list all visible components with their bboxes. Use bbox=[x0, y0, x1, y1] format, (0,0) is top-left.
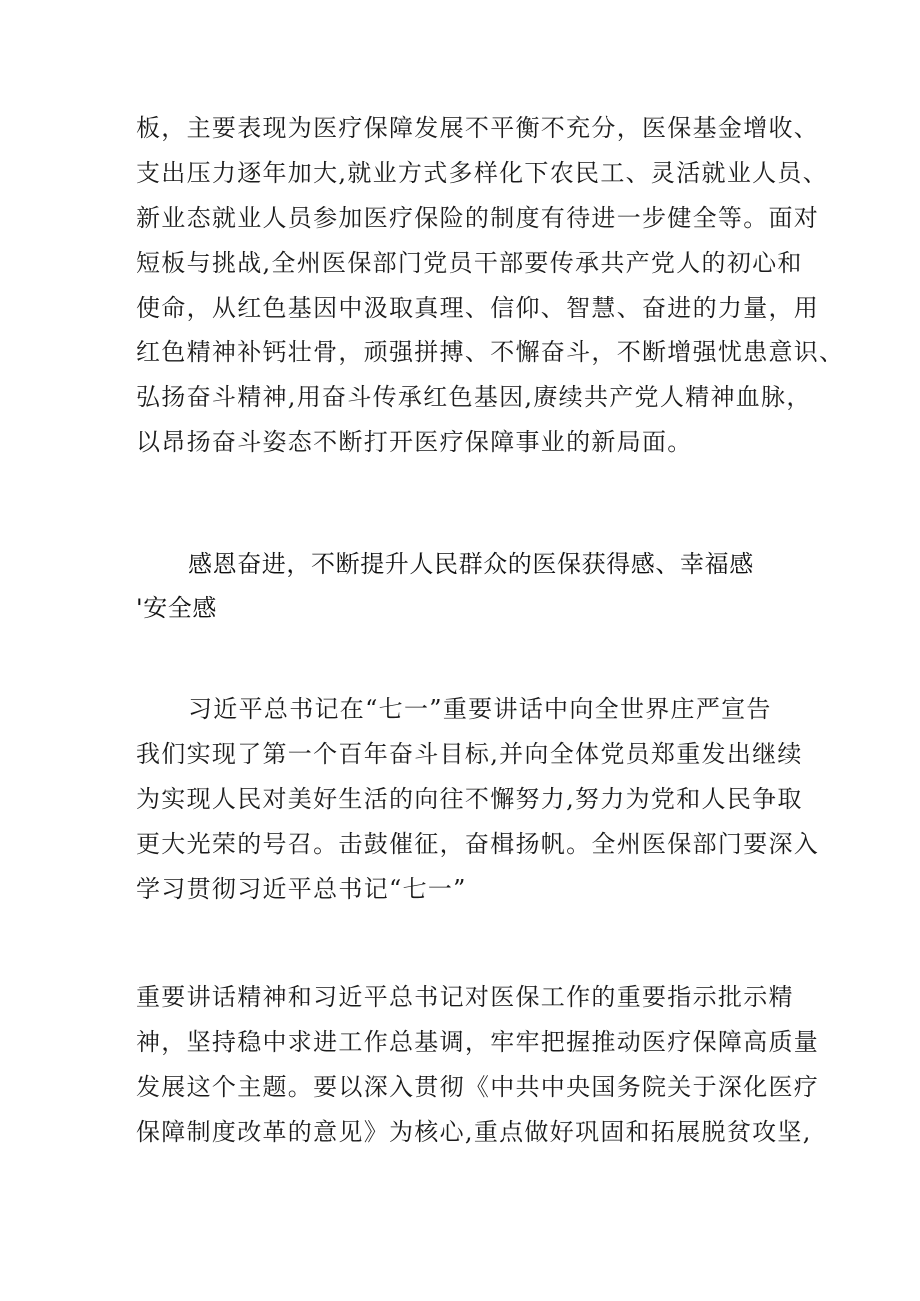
text-line: 新业态就业人员参加医疗保险的制度有待进一步健全等。面对 bbox=[136, 203, 820, 232]
text-line: 以昂扬奋斗姿态不断打开医疗保障事业的新局面。 bbox=[136, 428, 693, 457]
text-line: 弘扬奋斗精神,用奋斗传承红色基因,赓续共产党人精神血脉， bbox=[136, 383, 812, 412]
text-line: 支出压力逐年加大,就业方式多样化下农民工、灵活就业人员、 bbox=[136, 158, 829, 187]
body-paragraph bbox=[136, 687, 820, 911]
text-line: 发展这个主题。要以深入贯彻《中共中央国务院关于深化医疗 bbox=[136, 1072, 820, 1101]
text-line: 神，坚持稳中求进工作总基调，牢牢把握推动医疗保障高质量 bbox=[136, 1027, 820, 1056]
text-line: 短板与挑战,全州医保部门党员干部要传承共产党人的初心和 bbox=[136, 248, 803, 277]
text-line: 习近平总书记在“七一”重要讲话中向全世界庄严宣告 bbox=[188, 695, 772, 723]
heading-line: '安全感 bbox=[136, 594, 217, 622]
heading-line: 感恩奋进，不断提升人民群众的医保获得感、幸福感 bbox=[188, 550, 754, 578]
text-line: 我们实现了第一个百年奋斗目标,并向全体党员郑重发出继续 bbox=[136, 739, 803, 768]
body-paragraph bbox=[136, 975, 820, 1155]
text-line: 为实现人民对美好生活的向往不懈努力,努力为党和人民争取 bbox=[136, 784, 803, 813]
text-line: 红色精神补钙壮骨，顽强拼搏、不懈奋斗，不断增强忧患意识、 bbox=[136, 338, 845, 367]
text-line: 保障制度改革的意见》为核心,重点做好巩固和拓展脱贫攻坚, bbox=[136, 1117, 812, 1146]
text-line: 板，主要表现为医疗保障发展不平衡不充分，医保基金增收、 bbox=[136, 114, 820, 142]
body-paragraph bbox=[136, 106, 845, 465]
section-heading bbox=[136, 542, 798, 630]
text-line: 重要讲话精神和习近平总书记对医保工作的重要指示批示精 bbox=[136, 983, 794, 1011]
text-line: 使命，从红色基因中汲取真理、信仰、智慧、奋进的力量，用 bbox=[136, 293, 820, 322]
text-line: 更大光荣的号召。击鼓催征，奋楫扬帆。全州医保部门要深入 bbox=[136, 829, 820, 858]
text-line: 学习贯彻习近平总书记“七一” bbox=[136, 874, 467, 903]
